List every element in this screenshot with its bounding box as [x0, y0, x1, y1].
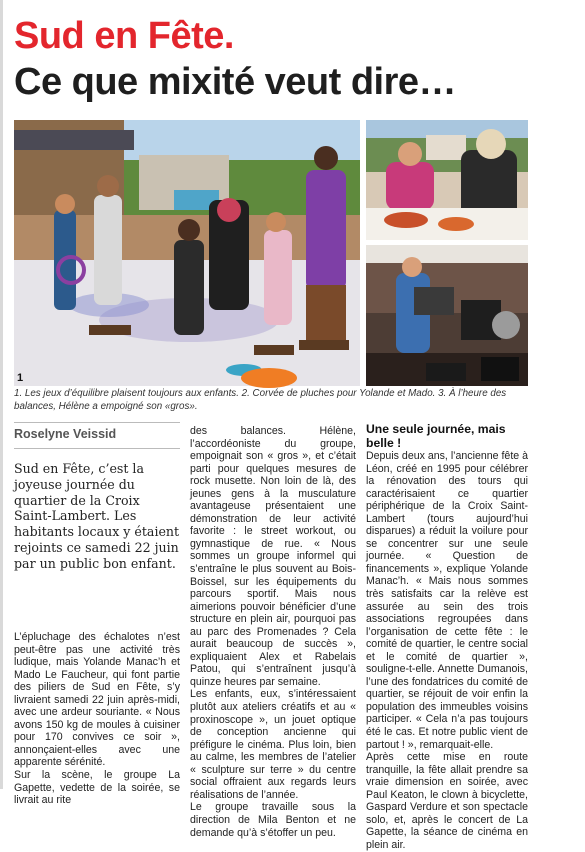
photo-band-stage	[366, 245, 528, 386]
photo-number: 1	[17, 372, 24, 384]
column-3-paragraph: Après cette mise en route tranquille, la fête allait prendre sa vraie dimension en soirée, avec Paul Keaton, le clown à bicyclette, Gaspard Verdure et son spectacle solo, et, après le concert de La Gapette, la séance de cinéma en plein air.	[366, 751, 528, 851]
column-3-paragraph: Depuis deux ans, l’ancienne fête à Léon, créé en 1995 pour célébrer la rénovation des tours qui caractérisaient ce quartier périphérique de la Croix Saint-Lambert (tours aujourd’hui disparues) a réduit la voilure pour se concentrer sur une seule journée. « Question de financements », explique Yolande Manac’h. « Mais nous sommes très satisfaits car la relève est assurée au sein des trois associations regroupées dans l’organisation de cette fête : le comité de quartier, le centre social et le comité de quartier », souligne-t-elle. Annette Dumanois, l’une des fondatrices du comité de quartier, se réjouit de voir enfin la population des immeubles voisins participer. « Cela n’a pas toujours été le cas. Et notre public vient de partout ! », remarquait-elle.	[366, 450, 528, 751]
photo-balance-games	[14, 120, 360, 386]
headline-subtitle: Ce que mixité veut dire…	[14, 61, 457, 103]
lead-paragraph: Sud en Fête, c’est la joyeuse journée du quartier de la Croix Saint-Lambert. Les habitants locaux y étaient rejoints ce samedi 22 juin par un public bon enfant.	[14, 461, 180, 571]
article-column-1	[14, 631, 180, 807]
author-byline: Roselyne Veissid	[14, 427, 117, 441]
column-1-paragraph: Sur la scène, le groupe La Gapette, vedette de la soirée, se livrait au rite	[14, 769, 180, 807]
column-2-paragraph: des balances. Hélène, l’accordéoniste du groupe, empoignait son « gros », et c’était parti pour quelques mesures de rock musette. Non loin de là, des jeunes gens à la musculature avantageuse présentaient une démonstration de leur activité favorite : le street workout, ou gymnastique de rue. « Nous sommes un groupe informel qui s’entraîne le plus souvent au Bois-Boissel, sur les équipements du parcours sportif. Mais nous aimerions pouvoir bénéficier d’une structure en plein air, pourquoi pas au parc des Promenades ? Cela aurait beaucoup de succès », expliquaient Alex et Rabelais Patou, qui s’entraînent jusqu’à quinze heures par semaine.	[190, 425, 356, 688]
column-1-paragraph: L’épluchage des échalotes n’est peut-être pas une activité très ludique, mais Yolande Manac’h et Mado Le Faucheur, qui font partie des piliers de Sud en Fête, s’y livraient samedi 22 juin après-midi, avec une ardeur souriante. « Nous avons 150 kg de moules à cuisiner pour 170 convives ce soir », annonçaient-elles avec une apparente sérénité.	[14, 631, 180, 769]
byline-rule-top	[14, 422, 180, 423]
article-column-3	[366, 422, 528, 852]
article-column-2	[190, 425, 356, 839]
column-2-paragraph: Le groupe travaille sous la direction de Mila Benton et ne demande qu’à s’étoffer un peu.	[190, 801, 356, 839]
photo-caption: 1. Les jeux d’équilibre plaisent toujours aux enfants. 2. Corvée de pluches pour Yolande et Mado. 3. À l’heure des balances, Hélène a empoigné son «gros».	[14, 388, 507, 412]
page-edge	[0, 0, 3, 789]
column-2-paragraph: Les enfants, eux, s’intéressaient plutôt aux ateliers créatifs et au « proxinoscope », un jouet optique de conception ancienne qui préfigure le cinéma. Plus loin, bien au calme, les membres de l’atelier « sculpture sur terre » du centre social offraient aux regards leurs réalisations de l’année.	[190, 688, 356, 801]
photo-peeling	[366, 120, 528, 240]
section-subheading: Une seule journée, mais belle !	[366, 422, 506, 450]
byline-rule-bottom	[14, 448, 180, 449]
headline-title: Sud en Fête.	[14, 15, 234, 57]
